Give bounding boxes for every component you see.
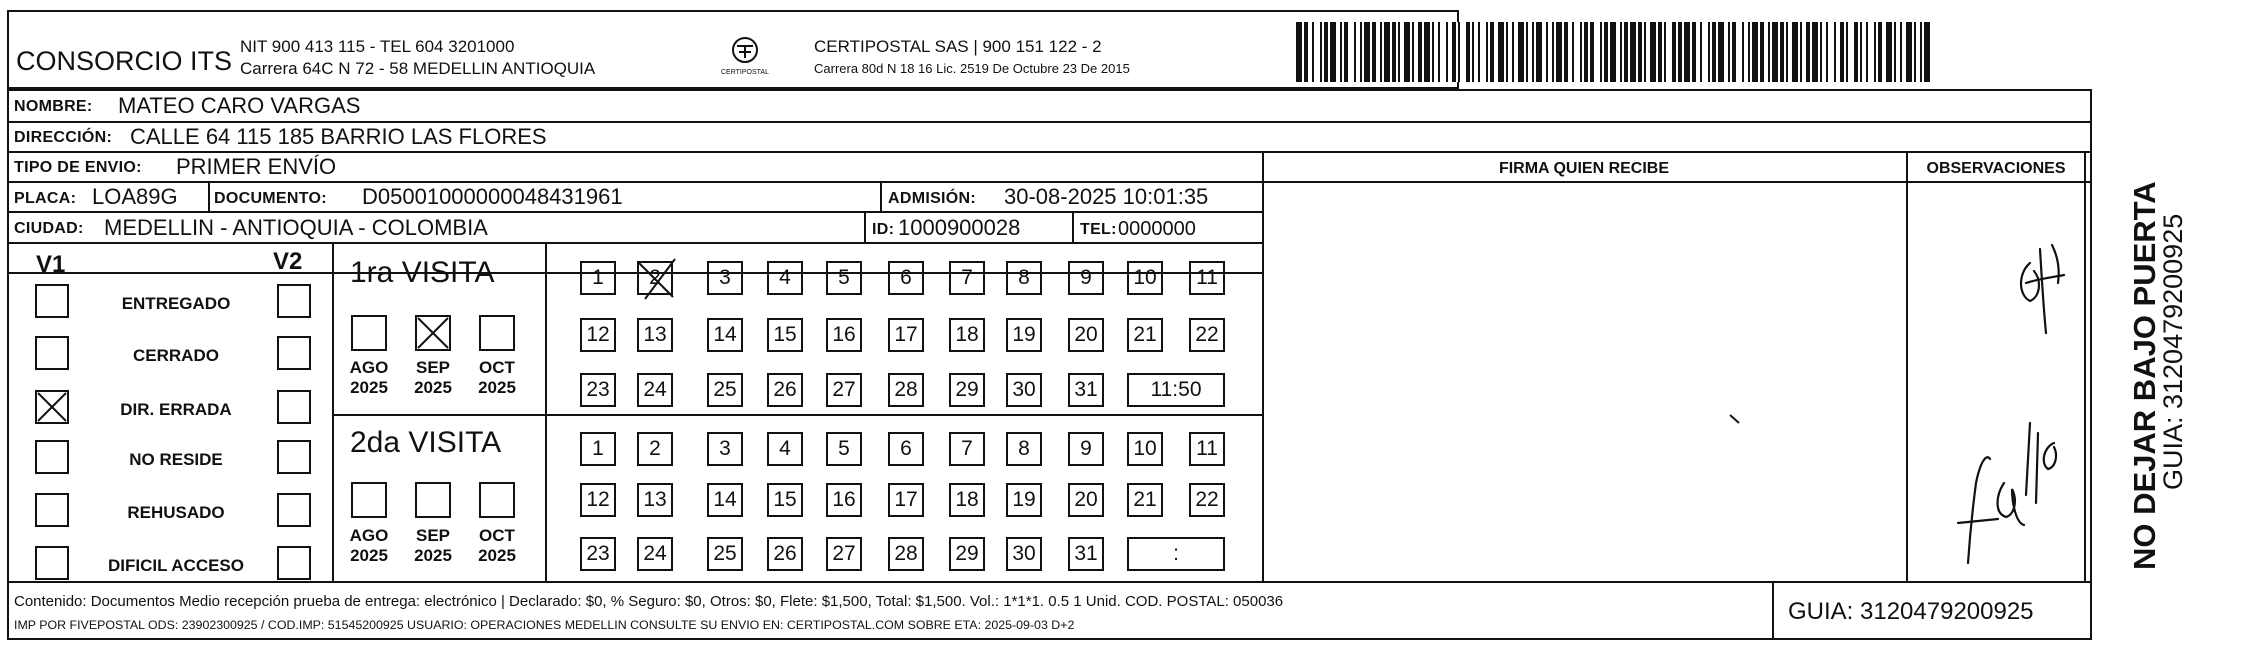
day-label: 17 xyxy=(894,488,918,511)
day-label: 12 xyxy=(586,488,610,511)
row-divider xyxy=(7,242,1262,244)
day-label: 30 xyxy=(1012,378,1036,401)
time-value: 11:50 xyxy=(1150,378,1202,401)
day-box[interactable] xyxy=(888,483,924,517)
cell-divider xyxy=(208,181,210,211)
day-label: 24 xyxy=(643,542,667,565)
day-box[interactable] xyxy=(1006,318,1042,352)
cell-divider xyxy=(864,211,866,242)
side-warning: NO DEJAR BAJO PUERTA xyxy=(2127,181,2162,570)
company-nit: NIT 900 413 115 - TEL 604 3201000 xyxy=(240,37,515,56)
status-option-label: ENTREGADO xyxy=(121,294,231,313)
recipient-address: CALLE 64 115 185 BARRIO LAS FLORES xyxy=(130,124,547,149)
day-label: 9 xyxy=(1080,437,1092,460)
day-label: 26 xyxy=(773,378,797,401)
status-option-label: REHUSADO xyxy=(127,503,225,522)
day-label: 3 xyxy=(719,437,731,460)
handwriting-image xyxy=(1908,183,2084,579)
day-label: 14 xyxy=(713,323,737,346)
month-checkbox[interactable] xyxy=(479,482,515,518)
day-box[interactable] xyxy=(888,432,924,466)
day-box[interactable] xyxy=(580,318,616,352)
day-box[interactable] xyxy=(1127,432,1163,466)
check-x-icon xyxy=(37,392,67,422)
day-box[interactable] xyxy=(949,432,985,466)
day-box[interactable] xyxy=(580,483,616,517)
day-label: 5 xyxy=(838,437,850,460)
day-box[interactable] xyxy=(637,373,673,407)
recipient-name: MATEO CARO VARGAS xyxy=(118,93,361,118)
day-label: 13 xyxy=(643,488,667,511)
footer-guia-divider xyxy=(1772,581,1774,640)
logo-caption: CERTIPOSTAL xyxy=(721,69,769,76)
month-label: SEP 2025 xyxy=(414,526,452,565)
v2-checkbox[interactable] xyxy=(277,390,311,424)
day-label: 10 xyxy=(1133,266,1157,289)
v1-checkbox[interactable] xyxy=(35,284,69,318)
v1-label: V1 xyxy=(36,251,66,278)
status-option-label: DIFICIL ACCESO xyxy=(107,556,244,575)
day-label: 20 xyxy=(1074,488,1098,511)
day-box[interactable] xyxy=(888,373,924,407)
v1-checkbox[interactable] xyxy=(35,440,69,474)
day-box[interactable] xyxy=(1189,483,1225,517)
day-label: 29 xyxy=(955,542,979,565)
month-checkbox[interactable] xyxy=(415,482,451,518)
day-box[interactable] xyxy=(707,432,743,466)
v1-checkbox[interactable] xyxy=(35,336,69,370)
cell-divider xyxy=(880,181,882,211)
day-box[interactable] xyxy=(826,261,862,295)
day-box[interactable] xyxy=(949,261,985,295)
day-label: 28 xyxy=(894,378,918,401)
day-box[interactable] xyxy=(888,537,924,571)
day-label: 5 xyxy=(838,266,850,289)
day-label: 16 xyxy=(832,488,856,511)
day-label: 25 xyxy=(713,378,737,401)
signature-area[interactable] xyxy=(1264,183,1904,579)
day-label: 2 xyxy=(649,266,661,289)
day-label: 9 xyxy=(1080,266,1092,289)
day-label: 1 xyxy=(592,266,604,289)
month-label: OCT 2025 xyxy=(478,358,516,397)
day-label: 25 xyxy=(713,542,737,565)
day-box[interactable] xyxy=(826,432,862,466)
day-label: 29 xyxy=(955,378,979,401)
footer-divider xyxy=(7,581,2092,583)
id-label: ID: xyxy=(872,221,895,238)
day-box[interactable] xyxy=(637,483,673,517)
v1-checkbox[interactable] xyxy=(35,546,69,580)
day-box[interactable] xyxy=(949,537,985,571)
day-box[interactable] xyxy=(1189,318,1225,352)
day-label: 2 xyxy=(649,437,661,460)
day-box[interactable] xyxy=(767,373,803,407)
month-label: AGO 2025 xyxy=(349,358,389,397)
company-address: Carrera 64C N 72 - 58 MEDELLIN ANTIOQUIA xyxy=(240,59,596,78)
day-label: 31 xyxy=(1074,542,1098,565)
day-box[interactable] xyxy=(1068,318,1104,352)
day-label: 15 xyxy=(773,488,797,511)
carrier-license: Carrera 80d N 18 16 Lic. 2519 De Octubre 23 De 2015 xyxy=(814,61,1130,76)
day-box[interactable] xyxy=(888,261,924,295)
ship-type-label: TIPO DE ENVIO: xyxy=(14,159,142,176)
day-label: 19 xyxy=(1012,488,1036,511)
day-label: 30 xyxy=(1012,542,1036,565)
day-label: 26 xyxy=(773,542,797,565)
day-label: 8 xyxy=(1018,437,1030,460)
day-box[interactable] xyxy=(949,318,985,352)
day-box[interactable] xyxy=(707,318,743,352)
day-box[interactable] xyxy=(1006,261,1042,295)
day-label: 7 xyxy=(961,266,973,289)
day-label: 23 xyxy=(586,542,610,565)
footer-contents: Contenido: Documentos Medio recepción prueba de entrega: electrónico | Declarado: $0, % Seguro: $0, Otros: $0, Flete: $1,500, Total: $1,500. Vol.: 1*1*1. 0.5 1 Unid. COD. POSTAL: 050036 xyxy=(14,593,1284,610)
month-label: AGO 2025 xyxy=(349,526,389,565)
day-box[interactable] xyxy=(580,261,616,295)
document-value: D05001000000048431961 xyxy=(362,184,623,209)
city-label: CIUDAD: xyxy=(14,220,84,237)
day-label: 10 xyxy=(1133,437,1157,460)
day-label: 13 xyxy=(643,323,667,346)
month-checkbox[interactable] xyxy=(351,315,387,351)
day-box[interactable] xyxy=(767,432,803,466)
day-box[interactable] xyxy=(707,537,743,571)
carrier-name: CERTIPOSTAL SAS | 900 151 122 - 2 xyxy=(814,37,1102,56)
day-label: 8 xyxy=(1018,266,1030,289)
day-label: 4 xyxy=(779,437,791,460)
cell-divider xyxy=(1072,211,1074,242)
day-box[interactable] xyxy=(580,432,616,466)
day-label: 1 xyxy=(592,437,604,460)
day-box[interactable] xyxy=(1189,432,1225,466)
status-option-label: NO RESIDE xyxy=(129,450,223,469)
day-box[interactable] xyxy=(767,261,803,295)
day-label: 28 xyxy=(894,542,918,565)
day-box[interactable] xyxy=(1068,537,1104,571)
observations-column-right xyxy=(2084,151,2086,581)
month-checkbox[interactable] xyxy=(351,482,387,518)
day-label: 7 xyxy=(961,437,973,460)
plate-label: PLACA: xyxy=(14,190,77,207)
v2-checkbox[interactable] xyxy=(277,546,311,580)
ship-type: PRIMER ENVÍO xyxy=(176,154,337,179)
handwriting-text: falta apto xyxy=(1908,578,1913,579)
v1-checkbox[interactable] xyxy=(35,493,69,527)
certipostal-logo xyxy=(710,36,780,80)
day-box[interactable] xyxy=(826,537,862,571)
day-label: 18 xyxy=(955,323,979,346)
signature-header: FIRMA QUIEN RECIBE xyxy=(1498,160,1670,177)
day-label: 22 xyxy=(1195,323,1219,346)
day-box[interactable] xyxy=(707,483,743,517)
day-box[interactable] xyxy=(1127,483,1163,517)
day-box[interactable] xyxy=(767,537,803,571)
day-box[interactable] xyxy=(949,483,985,517)
tel-value: 0000000 xyxy=(1118,218,1196,240)
signature-mark xyxy=(1264,183,1904,579)
v2-checkbox[interactable] xyxy=(277,284,311,318)
day-box[interactable] xyxy=(637,537,673,571)
day-label: 3 xyxy=(719,266,731,289)
day-label: 22 xyxy=(1195,488,1219,511)
day-box[interactable] xyxy=(637,432,673,466)
visit-divider xyxy=(545,242,547,581)
day-label: 4 xyxy=(779,266,791,289)
company-name: CONSORCIO ITS xyxy=(16,46,233,76)
visit-row-divider xyxy=(332,414,1262,416)
status-divider xyxy=(332,242,334,581)
day-box[interactable] xyxy=(580,373,616,407)
observations-handwriting xyxy=(1908,183,2084,579)
side-vertical xyxy=(2094,100,2188,570)
day-box[interactable] xyxy=(580,537,616,571)
plate-value: LOA89G xyxy=(92,184,178,209)
day-label: 24 xyxy=(643,378,667,401)
row-divider xyxy=(7,121,2092,123)
day-label: 27 xyxy=(832,378,856,401)
day-label: 23 xyxy=(586,378,610,401)
visit2-title: 2da VISITA xyxy=(350,426,502,459)
day-box[interactable] xyxy=(1189,261,1225,295)
day-box[interactable] xyxy=(767,318,803,352)
day-label: 31 xyxy=(1074,378,1098,401)
day-label: 21 xyxy=(1133,488,1157,511)
observations-header: OBSERVACIONES xyxy=(1926,160,2066,177)
day-label: 17 xyxy=(894,323,918,346)
month-checkbox[interactable] xyxy=(479,315,515,351)
day-box[interactable] xyxy=(1068,261,1104,295)
barcode xyxy=(1296,22,1932,82)
time-box[interactable] xyxy=(1127,373,1225,407)
day-box[interactable] xyxy=(637,261,673,295)
name-label: NOMBRE: xyxy=(14,98,93,115)
day-box[interactable] xyxy=(1127,261,1163,295)
day-label: 12 xyxy=(586,323,610,346)
footer-guia: GUIA: 3120479200925 xyxy=(1788,598,2034,625)
day-label: 11 xyxy=(1196,266,1218,289)
month-checkbox[interactable] xyxy=(415,315,451,351)
month-label: OCT 2025 xyxy=(478,526,516,565)
certipostal-logo-icon xyxy=(710,36,780,80)
day-box[interactable] xyxy=(1006,537,1042,571)
day-box[interactable] xyxy=(1068,483,1104,517)
day-box[interactable] xyxy=(1006,373,1042,407)
day-box[interactable] xyxy=(888,318,924,352)
row-divider xyxy=(7,151,2092,153)
v2-label: V2 xyxy=(273,248,303,275)
day-box[interactable] xyxy=(707,261,743,295)
day-box[interactable] xyxy=(1068,432,1104,466)
time-box[interactable] xyxy=(1127,537,1225,571)
v2-checkbox[interactable] xyxy=(277,440,311,474)
status-option-label: DIR. ERRADA xyxy=(120,400,232,419)
day-box[interactable] xyxy=(826,318,862,352)
day-box[interactable] xyxy=(637,318,673,352)
day-label: 6 xyxy=(900,437,912,460)
v1-checkbox[interactable] xyxy=(35,390,69,424)
footer-imp: IMP POR FIVEPOSTAL ODS: 23902300925 / COD.IMP: 51545200925 USUARIO: OPERACIONES MEDELLIN CONSULTE SU ENVIO EN: CERTIPOSTAL.COM SOBRE ETA: 2025-09-03 D+2 xyxy=(14,618,1075,632)
tel-label: TEL: xyxy=(1080,221,1117,238)
day-label: 27 xyxy=(832,542,856,565)
day-box[interactable] xyxy=(826,373,862,407)
v2-checkbox[interactable] xyxy=(277,336,311,370)
day-box[interactable] xyxy=(707,373,743,407)
visit1-title: 1ra VISITA xyxy=(350,256,495,289)
id-value: 1000900028 xyxy=(898,215,1021,240)
day-box[interactable] xyxy=(1006,483,1042,517)
check-x-icon xyxy=(417,317,449,349)
barcode-bar xyxy=(1930,22,1932,82)
month-label: SEP 2025 xyxy=(414,358,452,397)
day-label: 6 xyxy=(900,266,912,289)
day-label: 15 xyxy=(773,323,797,346)
day-box[interactable] xyxy=(767,483,803,517)
side-guia: GUIA: 3120479200925 xyxy=(2158,213,2188,490)
time-value: : xyxy=(1173,542,1179,565)
day-box[interactable] xyxy=(949,373,985,407)
address-label: DIRECCIÓN: xyxy=(14,129,113,146)
day-label: 14 xyxy=(713,488,737,511)
day-label: 19 xyxy=(1012,323,1036,346)
day-label: 21 xyxy=(1133,323,1157,346)
day-label: 20 xyxy=(1074,323,1098,346)
admission-label: ADMISIÓN: xyxy=(888,190,977,207)
document-label: DOCUMENTO: xyxy=(214,190,327,207)
day-box[interactable] xyxy=(1127,318,1163,352)
day-label: 18 xyxy=(955,488,979,511)
check-x-icon xyxy=(637,257,681,310)
admission-value: 30-08-2025 10:01:35 xyxy=(1004,184,1209,209)
day-box[interactable] xyxy=(1068,373,1104,407)
day-box[interactable] xyxy=(1006,432,1042,466)
status-option-label: CERRADO xyxy=(133,346,219,365)
day-label: 16 xyxy=(832,323,856,346)
city-value: MEDELLIN - ANTIOQUIA - COLOMBIA xyxy=(104,215,488,240)
day-label: 11 xyxy=(1196,437,1218,460)
v2-checkbox[interactable] xyxy=(277,493,311,527)
day-box[interactable] xyxy=(826,483,862,517)
